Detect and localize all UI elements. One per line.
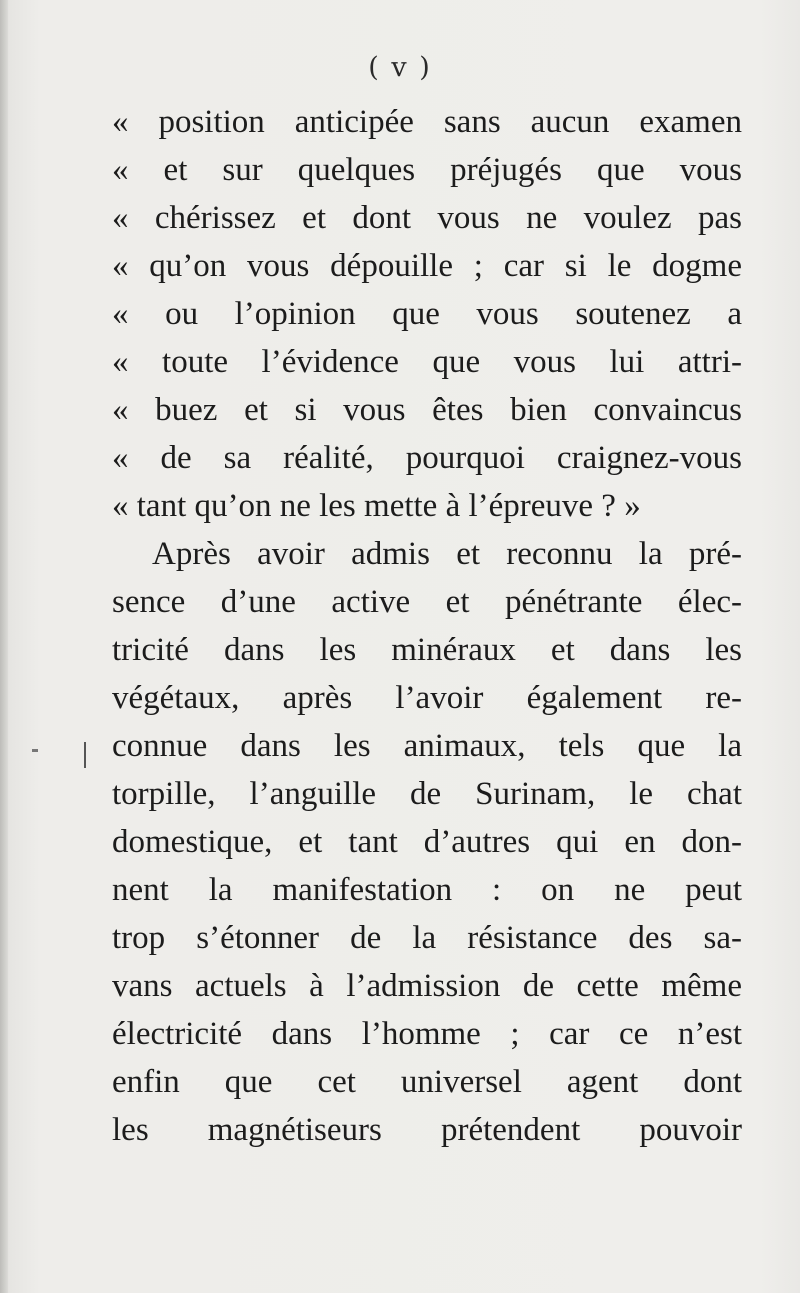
- text-line: « position anticipée sans aucun examen: [112, 104, 742, 140]
- text-line: enfin que cet universel agent dont: [112, 1064, 742, 1100]
- text-line: « chérissez et dont vous ne voulez pas: [112, 200, 742, 236]
- text-line: connue dans les animaux, tels que la: [112, 728, 742, 764]
- text-line: tricité dans les minéraux et dans les: [112, 632, 742, 668]
- text-line: trop s’étonner de la résistance des sa-: [112, 920, 742, 956]
- text-line: « buez et si vous êtes bien convaincus: [112, 392, 742, 428]
- paragraph-start-line: Après avoir admis et reconnu la pré-: [152, 536, 742, 572]
- text-line: « toute l’évidence que vous lui attri-: [112, 344, 742, 380]
- text-line: torpille, l’anguille de Surinam, le chat: [112, 776, 742, 812]
- text-line: sence d’une active et pénétrante élec-: [112, 584, 742, 620]
- binding-edge: [0, 0, 8, 1293]
- text-line: les magnétiseurs prétendent pouvoir: [112, 1112, 742, 1148]
- text-line: végétaux, après l’avoir également re-: [112, 680, 742, 716]
- page-number: ( v ): [368, 52, 432, 83]
- text-line: domestique, et tant d’autres qui en don-: [112, 824, 742, 860]
- body-text: [112, 98, 742, 1154]
- text-line: « et sur quelques préjugés que vous: [112, 152, 742, 188]
- text-line: « ou l’opinion que vous soutenez a: [112, 296, 742, 332]
- text-line: « qu’on vous dépouille ; car si le dogme: [112, 248, 742, 284]
- text-line: nent la manifestation : on ne peut: [112, 872, 742, 908]
- margin-dot: [32, 749, 38, 752]
- text-line: « tant qu’on ne les mette à l’épreuve ? »: [112, 488, 641, 524]
- text-line: électricité dans l’homme ; car ce n’est: [112, 1016, 742, 1052]
- margin-mark: [84, 742, 86, 768]
- text-line: « de sa réalité, pourquoi craignez-vous: [112, 440, 742, 476]
- text-line: vans actuels à l’admission de cette même: [112, 968, 742, 1004]
